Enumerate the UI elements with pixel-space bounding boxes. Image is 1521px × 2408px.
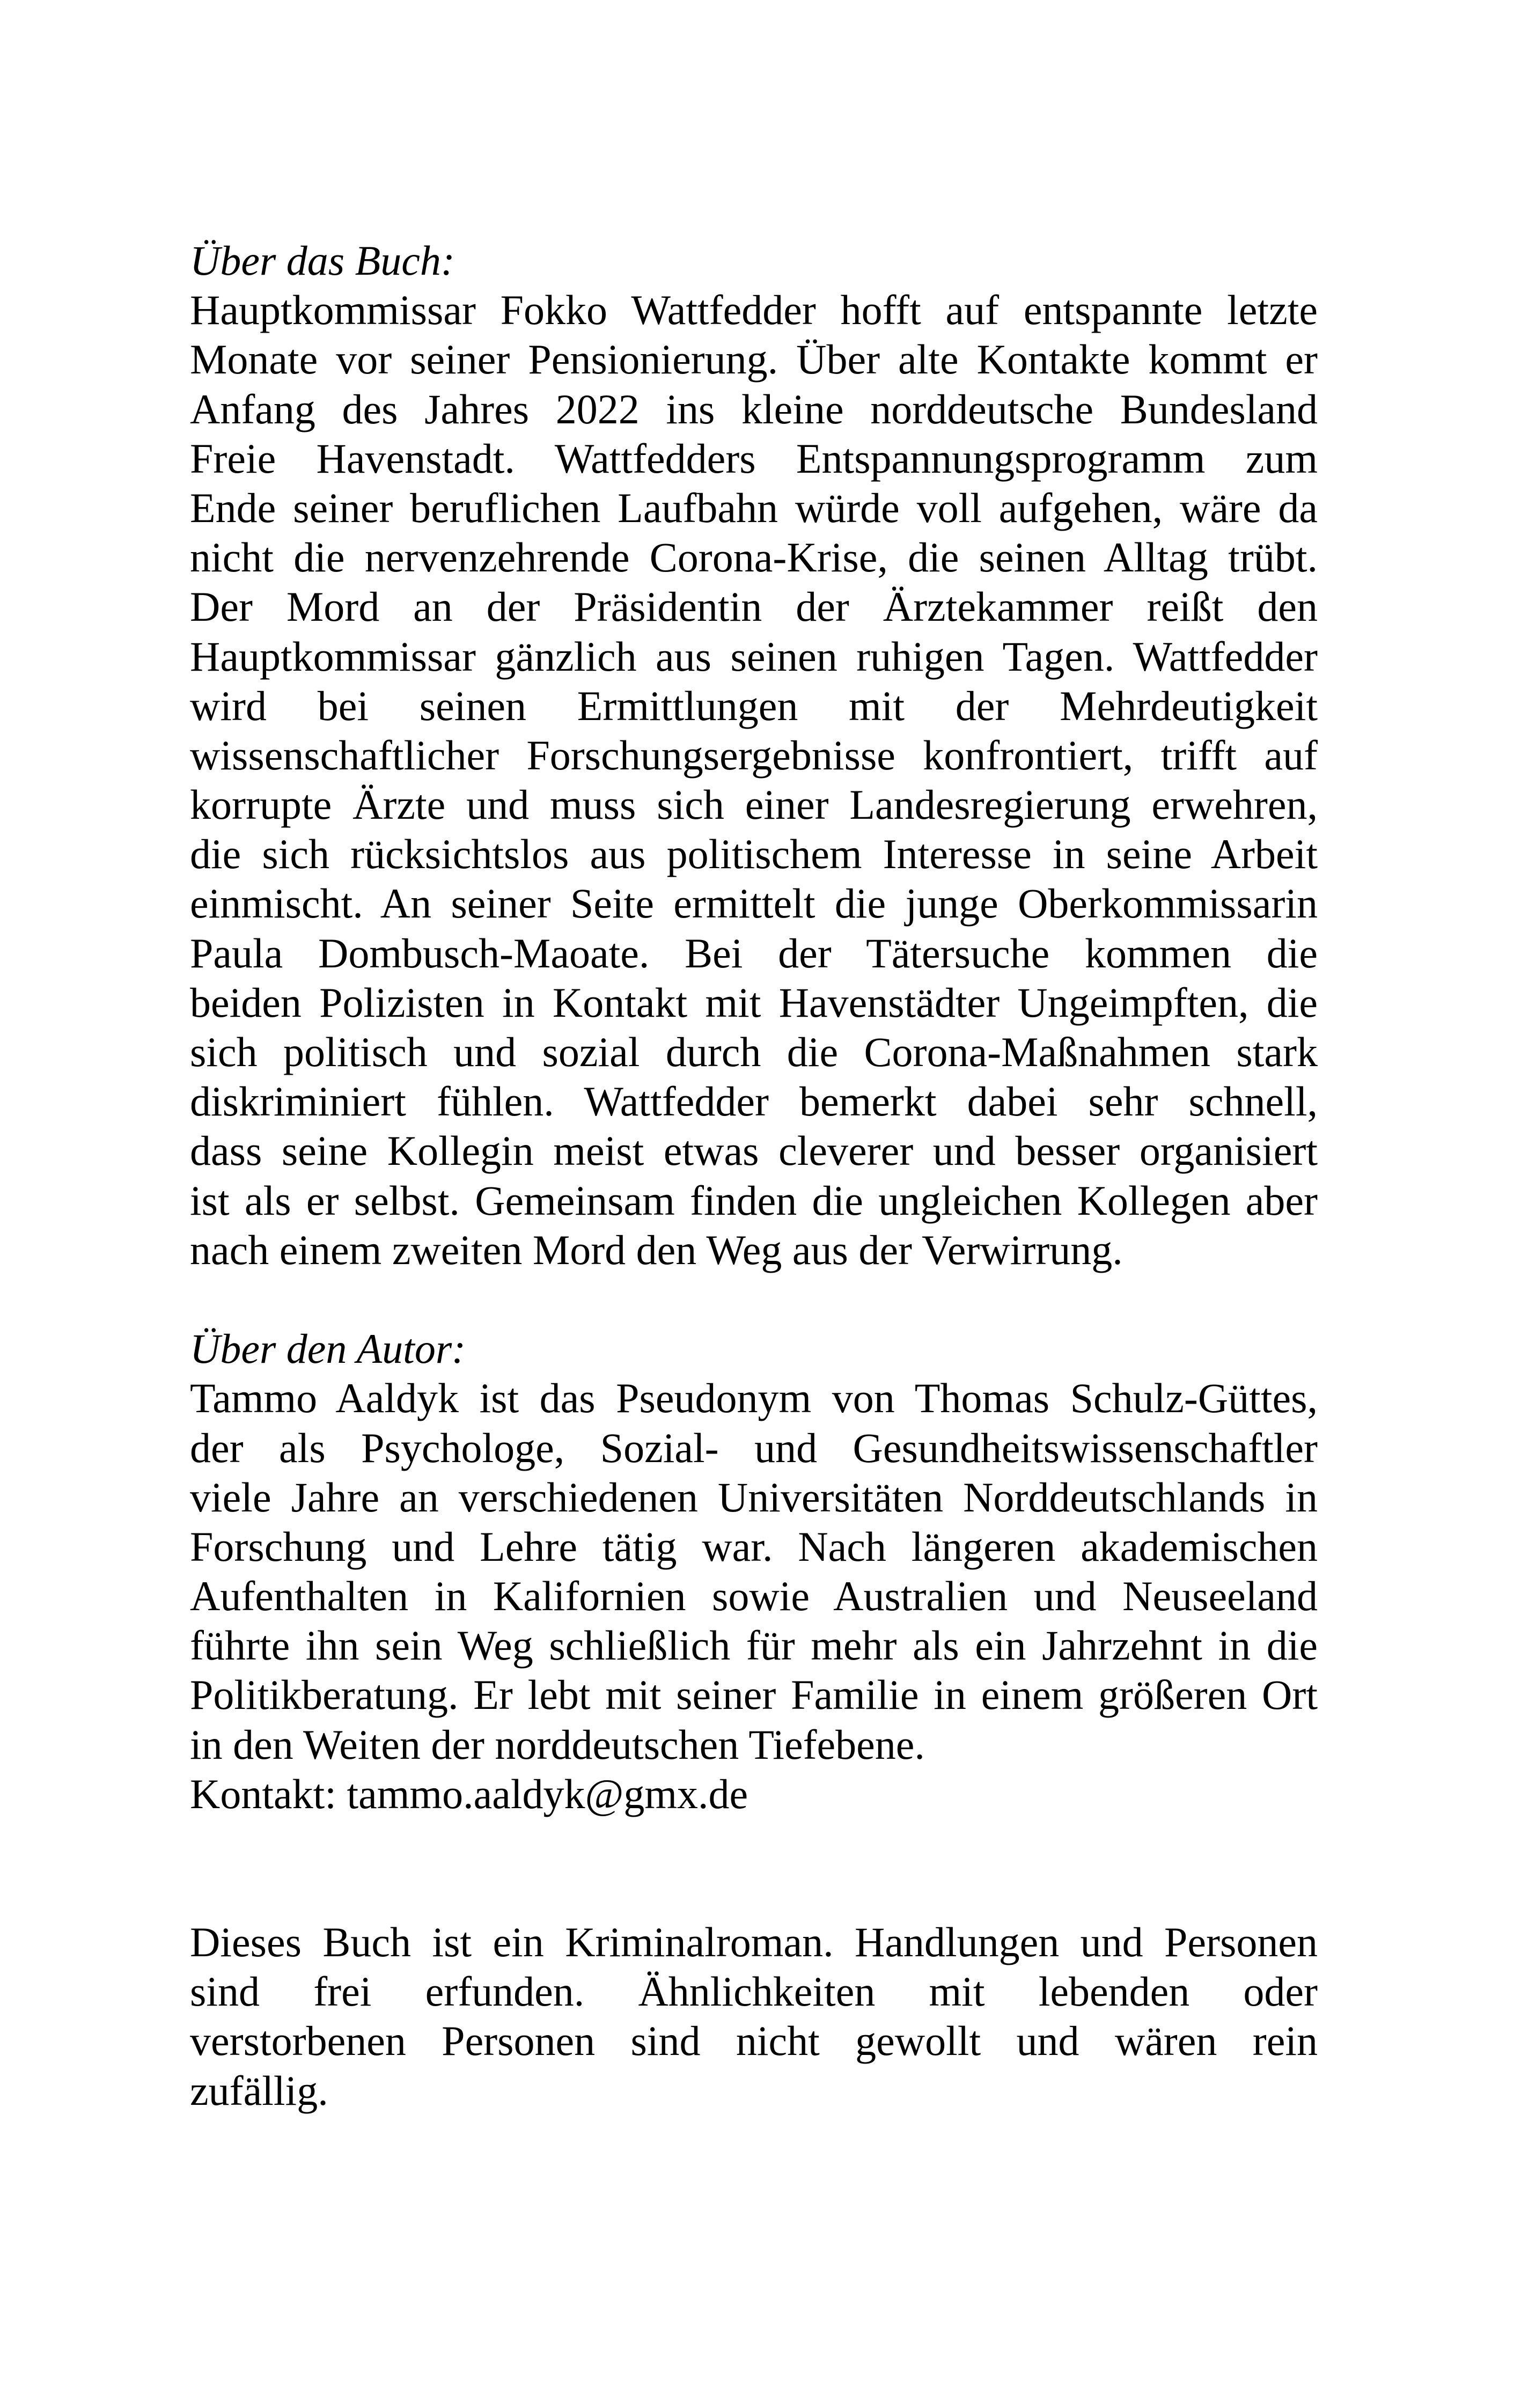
text-line: sind frei erfunden. Ähnlichkeiten mit lebenden oder (190, 1968, 1318, 2015)
text-line: in den Weiten der norddeutschen Tiefebene. (190, 1721, 925, 1768)
text-line: Monate vor seiner Pensionierung. Über alte Kontakte kommt er (190, 336, 1318, 383)
text-line: beiden Polizisten in Kontakt mit Havenstädter Ungeimpften, die (190, 979, 1318, 1026)
text-line: nicht die nervenzehrende Corona-Krise, die seinen Alltag trübt. (190, 534, 1318, 581)
text-line: diskriminiert fühlen. Wattfedder bemerkt dabei sehr schnell, (190, 1078, 1318, 1125)
text-line: nach einem zweiten Mord den Weg aus der Verwirrung. (190, 1226, 1123, 1273)
text-line: Der Mord an der Präsidentin der Ärztekammer reißt den (190, 583, 1318, 630)
text-line: Aufenthalten in Kalifornien sowie Australien und Neuseeland (190, 1573, 1318, 1620)
text-line: Freie Havenstadt. Wattfedders Entspannungsprogramm zum (190, 435, 1318, 482)
text-line: zufällig. (190, 2067, 328, 2114)
text-line: Forschung und Lehre tätig war. Nach längeren akademischen (190, 1523, 1318, 1570)
text-line: Politikberatung. Er lebt mit seiner Familie in einem größeren Ort (190, 1671, 1318, 1719)
text-line: korrupte Ärzte und muss sich einer Landesregierung erwehren, (190, 781, 1318, 828)
text-line: Hauptkommissar Fokko Wattfedder hofft auf entspannte letzte (190, 287, 1318, 334)
text-line: verstorbenen Personen sind nicht gewollt und wären rein (190, 2017, 1318, 2065)
text-line: einmischt. An seiner Seite ermittelt die junge Oberkommissarin (190, 880, 1318, 927)
page-content (190, 236, 1318, 2116)
about-book-heading: Über das Buch: (190, 237, 455, 284)
text-line: Ende seiner beruflichen Laufbahn würde voll aufgehen, wäre da (190, 484, 1318, 531)
disclaimer-section (190, 1918, 1318, 2116)
text-line: der als Psychologe, Sozial- und Gesundheitswissenschaftler (190, 1424, 1318, 1471)
text-line: ist als er selbst. Gemeinsam finden die ungleichen Kollegen aber (190, 1177, 1318, 1224)
section-spacer (190, 1275, 1318, 1324)
text-line: Hauptkommissar gänzlich aus seinen ruhigen Tagen. Wattfedder (190, 633, 1318, 680)
text-line: die sich rücksichtslos aus politischem Interesse in seine Arbeit (190, 831, 1318, 878)
text-line: viele Jahre an verschiedenen Universitäten Norddeutschlands in (190, 1473, 1318, 1521)
about-author-heading: Über den Autor: (190, 1325, 466, 1372)
text-line: Anfang des Jahres 2022 ins kleine norddeutsche Bundesland (190, 385, 1318, 432)
text-line: wissenschaftlicher Forschungsergebnisse konfrontiert, trifft auf (190, 731, 1318, 779)
text-line: Paula Dombusch-Maoate. Bei der Tätersuche kommen die (190, 929, 1318, 977)
contact-line: Kontakt: tammo.aaldyk@gmx.de (190, 1770, 748, 1817)
text-line: wird bei seinen Ermittlungen mit der Mehrdeutigkeit (190, 682, 1318, 729)
text-line: Dieses Buch ist ein Kriminalroman. Handlungen und Personen (190, 1919, 1318, 1965)
text-line: sich politisch und sozial durch die Corona-Maßnahmen stark (190, 1029, 1318, 1075)
about-author-section (190, 1324, 1318, 1819)
section-spacer (190, 1819, 1318, 1918)
text-line: Tammo Aaldyk ist das Pseudonym von Thomas Schulz-Güttes, (190, 1375, 1318, 1422)
about-book-section (190, 236, 1318, 1275)
text-line: führte ihn sein Weg schließlich für mehr als ein Jahrzehnt in die (190, 1622, 1318, 1669)
text-line: dass seine Kollegin meist etwas cleverer und besser organisiert (190, 1127, 1318, 1174)
